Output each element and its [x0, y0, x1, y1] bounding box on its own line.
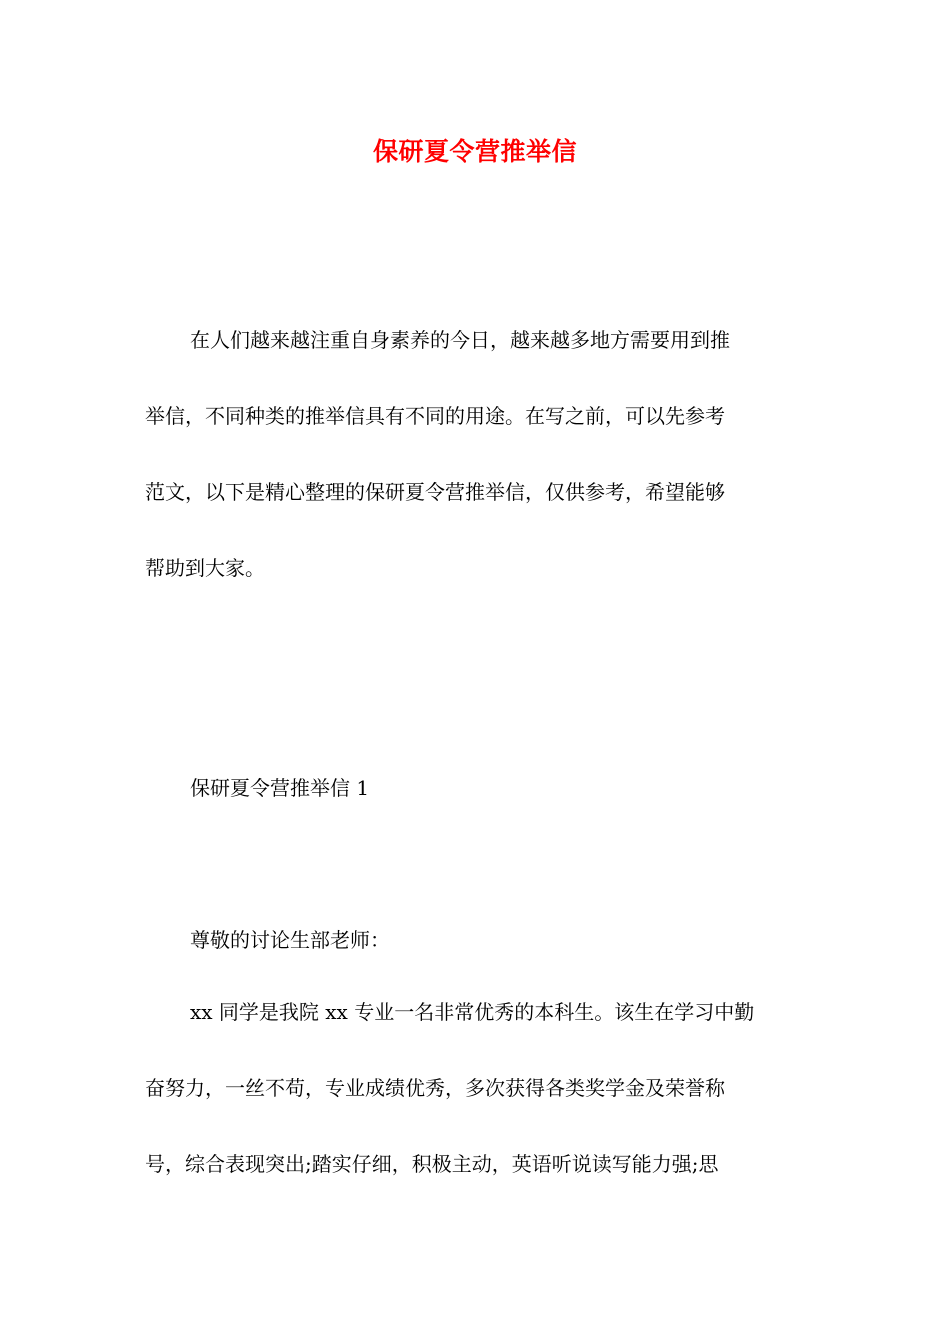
letter-salutation: 尊敬的讨论生部老师：: [190, 928, 390, 952]
intro-line-1: 在人们越来越注重自身素养的今日，越来越多地方需要用到推: [190, 328, 730, 352]
intro-line-3: 范文，以下是精心整理的保研夏令营推举信，仅供参考，希望能够: [145, 480, 725, 504]
section-heading: 保研夏令营推举信 1: [190, 776, 370, 800]
intro-line-2: 举信，不同种类的推举信具有不同的用途。在写之前，可以先参考: [145, 404, 725, 428]
body-line-1: xx 同学是我院 xx 专业一名非常优秀的本科生。该生在学习中勤: [190, 1000, 755, 1024]
intro-line-4: 帮助到大家。: [145, 556, 265, 580]
body-line-3: 号，综合表现突出;踏实仔细，积极主动，英语听说读写能力强;思: [145, 1152, 719, 1176]
document-title: 保研夏令营推举信: [372, 137, 577, 166]
body-line-2: 奋努力，一丝不苟，专业成绩优秀，多次获得各类奖学金及荣誉称: [145, 1076, 725, 1100]
